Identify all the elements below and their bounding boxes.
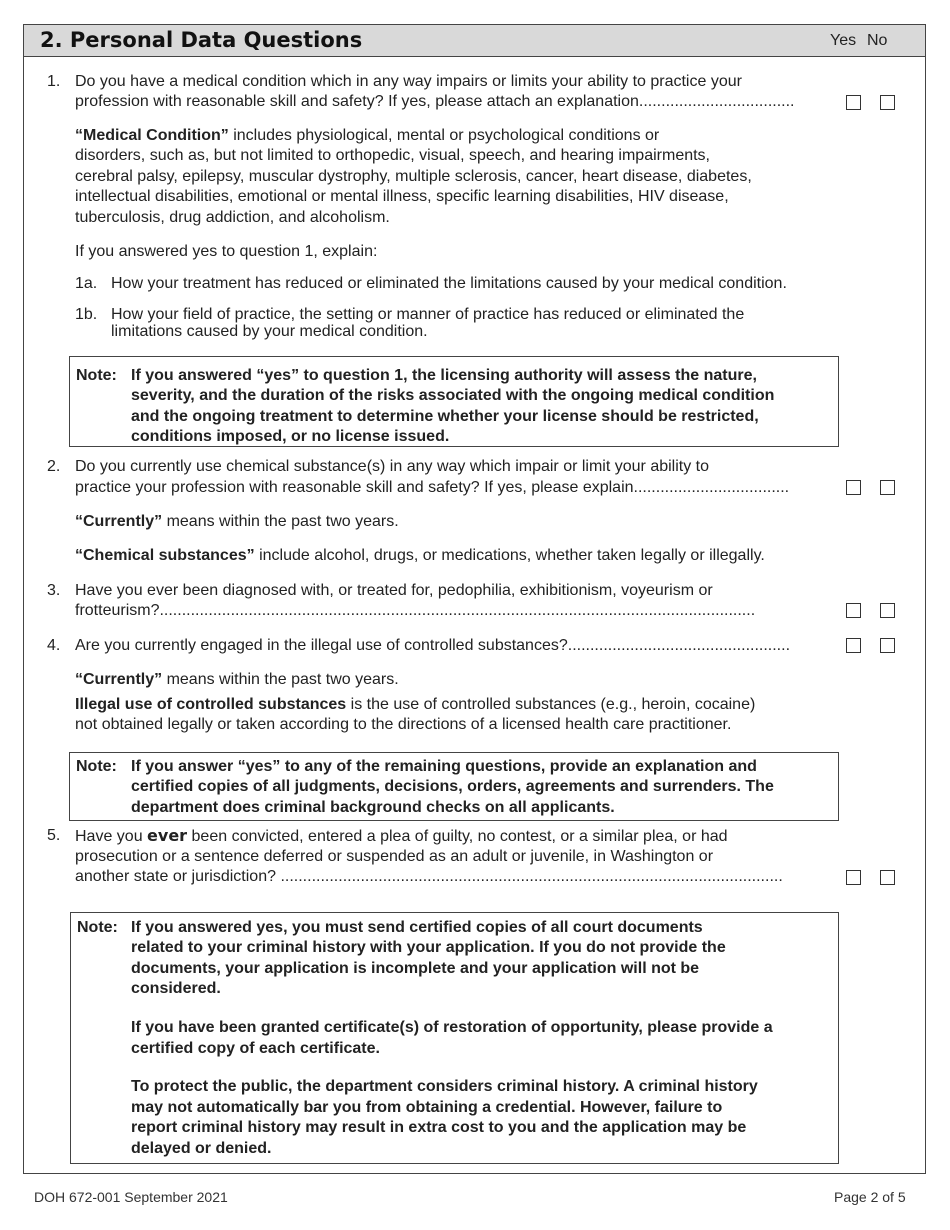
note-3-p2-line-1: If you have been granted certificate(s) of restoration of opportunity, please provide a — [131, 1019, 773, 1036]
note-3-p1-line-3: documents, your application is incomplete and your application will not be — [131, 960, 700, 977]
note-3-p3-line-2: may not automatically bar you from obtaining a credential. However, failure to — [131, 1099, 723, 1116]
note-3-p2-line-2: certified copy of each certificate. — [131, 1040, 380, 1057]
yes-column-label: Yes — [830, 32, 857, 49]
section-header — [24, 25, 925, 57]
note-box-question-1 — [69, 356, 839, 447]
question-5-number: 5. — [47, 827, 61, 844]
currently-definition: “Currently” means within the past two years. — [75, 513, 399, 530]
question-1-yes-checkbox[interactable] — [846, 95, 861, 110]
question-5-line-2: prosecution or a sentence deferred or suspended as an adult or juvenile, in Washington or — [75, 848, 714, 865]
chemical-substances-definition: “Chemical substances” include alcohol, drugs, or medications, whether taken legally or illegally. — [75, 547, 765, 564]
note-label: Note: — [76, 367, 117, 384]
question-4-no-checkbox[interactable] — [880, 638, 895, 653]
question-1b-line-1: How your field of practice, the setting or manner of practice has reduced or eliminated the — [111, 306, 745, 323]
note-box-criminal-history — [70, 912, 839, 1164]
question-4-yes-checkbox[interactable] — [846, 638, 861, 653]
medical-condition-definition-line-3: cerebral palsy, epilepsy, muscular dystrophy, multiple sclerosis, cancer, heart disease, diabetes, — [75, 168, 752, 185]
question-2-no-checkbox[interactable] — [880, 480, 895, 495]
question-1b-line-2: limitations caused by your medical condition. — [111, 323, 428, 340]
dot-leader: .................................. — [643, 93, 795, 110]
note-label: Note: — [77, 919, 118, 936]
dot-leader: .................................................. — [567, 637, 791, 654]
question-3-line-2: frotteurism?...................................................................................................................................... — [75, 602, 756, 619]
form-identifier: DOH 672-001 September 2021 — [34, 1189, 228, 1205]
no-column-label: No — [867, 32, 888, 49]
question-2-number: 2. — [47, 458, 61, 475]
question-5-no-checkbox[interactable] — [880, 870, 895, 885]
question-2-line-2: practice your profession with reasonable skill and safety? If yes, please explain................................... — [75, 479, 790, 496]
currently-definition-2: “Currently” means within the past two years. — [75, 671, 399, 688]
note-3-p1-line-1: If you answered yes, you must send certified copies of all court documents — [131, 919, 703, 936]
note-3-p3-line-4: delayed or denied. — [131, 1140, 272, 1157]
note-2-line-2: certified copies of all judgments, decisions, orders, agreements and surrenders. The — [131, 778, 774, 795]
question-3-line-1: Have you ever been diagnosed with, or treated for, pedophilia, exhibitionism, voyeurism or — [75, 582, 713, 599]
note-3-p3-line-3: report criminal history may result in extra cost to you and the application may be — [131, 1119, 747, 1136]
dot-leader: ...................................................................................................................................... — [159, 602, 756, 619]
question-1b-number: 1b. — [75, 306, 98, 323]
question-3-no-checkbox[interactable] — [880, 603, 895, 618]
illegal-use-definition-line-1: Illegal use of controlled substances is the use of controlled substances (e.g., heroin, cocaine) — [75, 696, 756, 713]
question-5-line-1: Have you ever been convicted, entered a plea of guilty, no contest, or a similar plea, or had — [75, 826, 728, 845]
question-4-line-1: Are you currently engaged in the illegal use of controlled substances?.................................................. — [75, 637, 791, 654]
note-box-remaining-questions — [69, 752, 839, 821]
note-1-line-1: If you answered “yes” to question 1, the licensing authority will assess the nature, — [131, 367, 757, 384]
note-3-p1-line-4: considered. — [131, 980, 221, 997]
question-1a-number: 1a. — [75, 275, 98, 292]
note-3-p3-line-1: To protect the public, the department considers criminal history. A criminal history — [131, 1078, 758, 1095]
question-4-number: 4. — [47, 637, 61, 654]
dot-leader: ................................................................................................................. — [280, 868, 783, 885]
question-3-number: 3. — [47, 582, 61, 599]
medical-condition-definition-line-2: disorders, such as, but not limited to orthopedic, visual, speech, and hearing impairments, — [75, 147, 710, 164]
question-2-yes-checkbox[interactable] — [846, 480, 861, 495]
illegal-use-definition-line-2: not obtained legally or taken according to the directions of a licensed health care practitioner. — [75, 716, 732, 733]
note-2-line-3: department does criminal background checks on all applicants. — [131, 799, 615, 816]
question-5-yes-checkbox[interactable] — [846, 870, 861, 885]
question-1a-text: How your treatment has reduced or eliminated the limitations caused by your medical condition. — [111, 275, 787, 292]
note-1-line-2: severity, and the duration of the risks associated with the ongoing medical condition — [131, 387, 775, 404]
note-label: Note: — [76, 758, 117, 775]
question-1-explain-instruction: If you answered yes to question 1, explain: — [75, 243, 378, 260]
note-3-p1-line-2: related to your criminal history with your application. If you do not provide the — [131, 939, 726, 956]
question-1-line-1: Do you have a medical condition which in any way impairs or limits your ability to practice your — [75, 73, 742, 90]
medical-condition-definition-line-1: “Medical Condition” includes physiological, mental or psychological conditions or — [75, 127, 660, 144]
note-2-line-1: If you answer “yes” to any of the remaining questions, provide an explanation and — [131, 758, 757, 775]
note-1-line-3: and the ongoing treatment to determine whether your license should be restricted, — [131, 408, 759, 425]
question-1-number: 1. — [47, 73, 61, 90]
dot-leader: .................................. — [637, 479, 790, 496]
section-title: 2. Personal Data Questions — [40, 28, 363, 52]
medical-condition-definition-line-5: tuberculosis, drug addiction, and alcoholism. — [75, 209, 390, 226]
page-number: Page 2 of 5 — [834, 1189, 906, 1205]
question-5-line-3: another state or jurisdiction? ................................................................................................................. — [75, 868, 783, 885]
question-1-no-checkbox[interactable] — [880, 95, 895, 110]
question-2-line-1: Do you currently use chemical substance(s) in any way which impair or limit your ability to — [75, 458, 710, 475]
question-1-line-2: profession with reasonable skill and safety? If yes, please attach an explanation................................... — [75, 93, 795, 110]
note-1-line-4: conditions imposed, or no license issued. — [131, 428, 450, 445]
question-3-yes-checkbox[interactable] — [846, 603, 861, 618]
medical-condition-definition-line-4: intellectual disabilities, emotional or mental illness, specific learning disabilities, HIV disease, — [75, 188, 729, 205]
